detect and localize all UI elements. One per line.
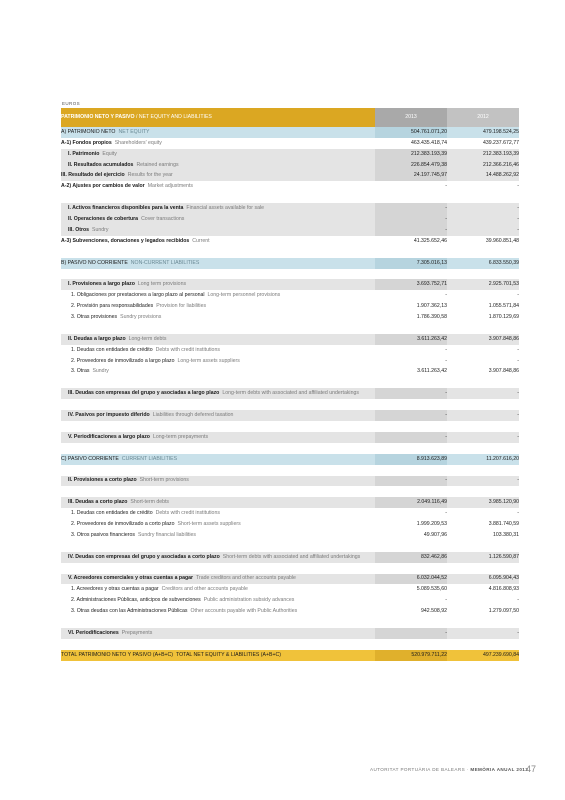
row-label-en: Sundry financial liabilities — [138, 531, 196, 538]
value-2012: 2.925.701,53 — [447, 279, 519, 290]
table-row — [61, 650, 519, 661]
row-spacer-cell — [61, 486, 519, 497]
table-row — [61, 258, 519, 269]
row-label — [61, 584, 375, 595]
row-label-es: IV. Pasivos por impuesto diferido — [68, 412, 150, 418]
row-label-es: 3. Otras — [71, 368, 90, 375]
row-spacer — [61, 563, 519, 574]
row-spacer — [61, 617, 519, 628]
row-label — [61, 225, 375, 236]
row-label-es: TOTAL PATRIMONIO NETO Y PASIVO (A+B+C) — [61, 651, 174, 658]
value-2012: 479.198.524,25 — [447, 127, 519, 138]
value-2013: 49.907,96 — [375, 530, 447, 541]
row-label-en: Other accounts payable with Public Authorities — [190, 608, 298, 615]
row-label-en: Sundry — [92, 226, 109, 233]
value-2013: - — [375, 476, 447, 487]
value-2012: 1.126.590,87 — [447, 552, 519, 563]
row-label-es: 2. Provisión para responsabilidades — [71, 303, 154, 310]
value-2012: - — [447, 181, 519, 192]
row-spacer — [61, 443, 519, 454]
row-label-es: 2. Administraciones Públicas, anticipos de subvenciones — [71, 597, 201, 604]
table-row — [61, 290, 519, 301]
row-spacer-cell — [61, 399, 519, 410]
value-2013: 1.786.390,58 — [375, 312, 447, 323]
row-label-es: 3. Otros pasivos financieros — [71, 531, 136, 538]
row-label-en: Creditors and other accounts payable — [161, 586, 248, 593]
value-2013: 3.693.752,71 — [375, 279, 447, 290]
row-label — [61, 650, 375, 661]
column-header-concept: PATRIMONIO NETO Y PASIVO / NET EQUITY AND LIABILITIES — [61, 108, 375, 127]
value-2013: - — [375, 508, 447, 519]
row-spacer-cell — [61, 247, 519, 258]
row-label-es: 1. Obligaciones por prestaciones a largo plazo al personal — [71, 292, 205, 299]
value-2012: 497.239.690,84 — [447, 650, 519, 661]
table-row — [61, 149, 519, 160]
value-2012: - — [447, 432, 519, 443]
row-label-en: Debts with credit institutions — [155, 346, 220, 353]
row-label-es: I. Patrimonio — [68, 150, 100, 157]
table-row — [61, 171, 519, 182]
table-row — [61, 334, 519, 345]
row-label-es: III. Otros — [68, 226, 90, 233]
row-spacer — [61, 399, 519, 410]
row-label — [61, 214, 375, 225]
table-row — [61, 595, 519, 606]
row-label-en: Sundry — [92, 368, 109, 375]
row-label — [61, 606, 375, 617]
value-2013: 41.325.652,46 — [375, 236, 447, 247]
value-2012: 3.907.848,86 — [447, 334, 519, 345]
row-spacer-cell — [61, 617, 519, 628]
row-label — [61, 301, 375, 312]
value-2013: - — [375, 356, 447, 367]
row-label — [61, 127, 375, 138]
table-row — [61, 236, 519, 247]
row-label-es: 2. Proveedores de inmovilizado a largo plazo — [71, 357, 175, 364]
value-2012: 3.881.740,59 — [447, 519, 519, 530]
value-2013: - — [375, 290, 447, 301]
row-label — [61, 552, 375, 563]
value-2012: 14.488.262,92 — [447, 171, 519, 182]
row-label-en: Long-term debts with associated and affiliated undertakings — [222, 390, 359, 397]
row-spacer-cell — [61, 269, 519, 280]
table-row — [61, 367, 519, 378]
row-label — [61, 497, 375, 508]
row-label — [61, 279, 375, 290]
row-label-en: Provision for liabilities — [156, 303, 207, 310]
table-row — [61, 508, 519, 519]
column-header-2012: 2012 — [447, 108, 519, 127]
value-2012: 3.907.848,86 — [447, 367, 519, 378]
value-2012: 439.237.672,77 — [447, 138, 519, 149]
value-2013: 3.611.263,42 — [375, 334, 447, 345]
value-2012: 1.055.571,84 — [447, 301, 519, 312]
table-row — [61, 454, 519, 465]
value-2013: 504.761.071,20 — [375, 127, 447, 138]
row-label-en: Short-term debts with associated and affiliated undertakings — [222, 553, 361, 560]
row-label — [61, 171, 375, 182]
table-row — [61, 519, 519, 530]
row-label-es: 1. Deudas con entidades de crédito — [71, 346, 153, 353]
row-spacer-cell — [61, 541, 519, 552]
row-label-en: Retained earnings — [136, 161, 179, 168]
row-label-en: Trade creditors and other accounts payable — [196, 575, 296, 582]
value-2012: 11.207.616,20 — [447, 454, 519, 465]
row-label — [61, 530, 375, 541]
table-row — [61, 301, 519, 312]
value-2012: - — [447, 476, 519, 487]
table-row — [61, 181, 519, 192]
value-2012: 39.960.851,48 — [447, 236, 519, 247]
row-spacer — [61, 541, 519, 552]
row-label-es: 1. Acreedores y otras cuentas a pagar — [71, 586, 159, 593]
row-label — [61, 410, 375, 421]
row-label — [61, 432, 375, 443]
table-row — [61, 476, 519, 487]
value-2012: - — [447, 214, 519, 225]
row-label-en: Equity — [102, 150, 117, 157]
row-label-en: Long-term debts — [128, 335, 167, 342]
table-row — [61, 127, 519, 138]
row-label — [61, 367, 375, 378]
row-label-en: Shareholders' equity — [114, 139, 162, 146]
row-label-es: C) PASIVO CORRIENTE — [61, 455, 119, 462]
value-2013: 5.089.535,60 — [375, 584, 447, 595]
value-2013: 463.435.418,74 — [375, 138, 447, 149]
table-row — [61, 584, 519, 595]
value-2012: - — [447, 345, 519, 356]
row-spacer — [61, 486, 519, 497]
row-label-es: 1. Deudas con entidades de crédito — [71, 510, 153, 517]
value-2012: - — [447, 225, 519, 236]
value-2013: - — [375, 345, 447, 356]
row-label-en: Public administration subsidy advances — [203, 597, 295, 604]
row-label — [61, 149, 375, 160]
value-2013: - — [375, 225, 447, 236]
value-2013: - — [375, 214, 447, 225]
table-row — [61, 410, 519, 421]
value-2012: - — [447, 410, 519, 421]
page-number: 47 — [526, 764, 537, 774]
unit-label: EUROS — [62, 101, 81, 106]
row-label — [61, 454, 375, 465]
row-label-en: Long-term prepayments — [152, 433, 209, 440]
table-row — [61, 574, 519, 585]
row-label — [61, 519, 375, 530]
row-label-es: 3. Otras provisiones — [71, 313, 118, 320]
value-2012: 3.985.120,90 — [447, 497, 519, 508]
row-label — [61, 574, 375, 585]
value-2012: 212.383.193,39 — [447, 149, 519, 160]
row-label-en: Long term provisions — [137, 281, 187, 288]
row-label — [61, 312, 375, 323]
table-row — [61, 160, 519, 171]
row-label-es: IV. Deudas con empresas del grupo y asociadas a corto plazo — [68, 553, 220, 560]
row-label — [61, 160, 375, 171]
row-label — [61, 388, 375, 399]
table-row — [61, 138, 519, 149]
value-2013: 520.979.711,22 — [375, 650, 447, 661]
row-spacer — [61, 247, 519, 258]
value-2013: 226.854.479,38 — [375, 160, 447, 171]
value-2013: - — [375, 595, 447, 606]
table-row — [61, 225, 519, 236]
value-2012: - — [447, 388, 519, 399]
value-2013: 942.508,92 — [375, 606, 447, 617]
table-row — [61, 203, 519, 214]
value-2013: 24.197.745,97 — [375, 171, 447, 182]
row-label-en: Results for the year — [127, 172, 173, 179]
row-spacer — [61, 465, 519, 476]
row-label-en: Long-term assets suppliers — [177, 357, 240, 364]
row-label — [61, 595, 375, 606]
row-label-en: Short-term assets suppliers — [177, 520, 241, 527]
row-spacer — [61, 377, 519, 388]
row-label-es: V. Periodificaciones a largo plazo — [68, 433, 150, 440]
row-label-en: CURRENT LIABILITIES — [121, 455, 178, 462]
balance-sheet-table — [61, 108, 519, 661]
table-row — [61, 214, 519, 225]
value-2012: - — [447, 628, 519, 639]
table-header-row — [61, 108, 519, 127]
row-label-en: TOTAL NET EQUITY & LIABILITIES (A+B+C) — [176, 651, 281, 658]
value-2013: 212.383.193,39 — [375, 149, 447, 160]
table-row — [61, 530, 519, 541]
row-label-es: 3. Otras deudas con las Administraciones Públicas — [71, 608, 188, 615]
column-header-2013: 2013 — [375, 108, 447, 127]
value-2013: 832.462,86 — [375, 552, 447, 563]
row-label-en: Debts with credit institutions — [155, 510, 220, 517]
value-2012: - — [447, 290, 519, 301]
row-label-es: II. Resultados acumulados — [68, 161, 134, 168]
row-label — [61, 345, 375, 356]
row-label — [61, 236, 375, 247]
row-label-en: Sundry provisions — [120, 313, 162, 320]
row-label-en: Cover transactions — [141, 215, 185, 222]
row-label — [61, 181, 375, 192]
row-spacer — [61, 269, 519, 280]
value-2013: 6.032.044,52 — [375, 574, 447, 585]
value-2012: 6.833.550,39 — [447, 258, 519, 269]
row-label-es: B) PASIVO NO CORRIENTE — [61, 259, 128, 266]
row-label — [61, 476, 375, 487]
table-row — [61, 432, 519, 443]
row-label-en: Prepayments — [121, 629, 153, 636]
value-2013: - — [375, 388, 447, 399]
row-label-es: III. Deudas con empresas del grupo y asociadas a largo plazo — [68, 390, 220, 397]
value-2013: - — [375, 628, 447, 639]
row-spacer-cell — [61, 421, 519, 432]
table-row — [61, 497, 519, 508]
table-row — [61, 356, 519, 367]
row-label-en: NET EQUITY — [118, 128, 150, 135]
row-spacer-cell — [61, 443, 519, 454]
page-footer: AUTORITAT PORTUÀRIA DE BALEARS · MEMÒRIA ANUAL 2013 — [370, 767, 529, 772]
row-label — [61, 203, 375, 214]
row-label-es: II. Provisiones a corto plazo — [68, 477, 137, 484]
row-label-es: III. Deudas a corto plazo — [68, 499, 128, 506]
row-label-es: A) PATRIMONIO NETO — [61, 128, 116, 135]
row-label-es: II. Operaciones de cobertura — [68, 215, 139, 222]
value-2012: 212.366.216,46 — [447, 160, 519, 171]
value-2013: - — [375, 410, 447, 421]
row-label-es: VI. Periodificaciones — [68, 629, 119, 636]
value-2012: 103.380,31 — [447, 530, 519, 541]
row-spacer — [61, 323, 519, 334]
row-label — [61, 508, 375, 519]
row-label-es: V. Acreedores comerciales y otras cuentas a pagar — [68, 575, 194, 582]
row-label-es: A-2) Ajustes por cambios de valor — [61, 183, 145, 190]
row-label-es: A-1) Fondos propios — [61, 139, 112, 146]
value-2012: - — [447, 595, 519, 606]
table-row — [61, 552, 519, 563]
row-spacer-cell — [61, 465, 519, 476]
value-2012: - — [447, 508, 519, 519]
row-label-es: I. Provisiones a largo plazo — [68, 281, 135, 288]
row-spacer-cell — [61, 377, 519, 388]
row-spacer-cell — [61, 192, 519, 203]
row-label-en: Long-term personnel provisions — [207, 292, 281, 299]
row-spacer-cell — [61, 323, 519, 334]
value-2013: 7.305.016,13 — [375, 258, 447, 269]
row-spacer-cell — [61, 563, 519, 574]
row-spacer-cell — [61, 639, 519, 650]
value-2013: 2.049.116,49 — [375, 497, 447, 508]
table-row — [61, 312, 519, 323]
row-spacer — [61, 639, 519, 650]
row-label-en: Liabilities through deferred taxation — [152, 412, 234, 418]
row-label — [61, 334, 375, 345]
value-2012: 1.279.097,50 — [447, 606, 519, 617]
row-label-en: Short-term debts — [130, 499, 170, 506]
row-label-en: Current — [192, 237, 210, 244]
row-label — [61, 138, 375, 149]
row-label — [61, 628, 375, 639]
value-2012: 1.870.129,69 — [447, 312, 519, 323]
row-label-en: Financial assets available for sale — [186, 205, 264, 212]
value-2013: - — [375, 432, 447, 443]
value-2013: 3.611.263,42 — [375, 367, 447, 378]
table-row — [61, 388, 519, 399]
row-label-en: Short-term provisions — [139, 477, 189, 484]
row-label-es: II. Deudas a largo plazo — [68, 335, 126, 342]
row-label-en: Market adjustments — [147, 183, 193, 190]
value-2013: 8.913.623,89 — [375, 454, 447, 465]
table-row — [61, 345, 519, 356]
row-label-en: NON-CURRENT LIABILITIES — [130, 259, 200, 266]
value-2013: - — [375, 181, 447, 192]
row-spacer — [61, 421, 519, 432]
value-2013: 1.999.209,53 — [375, 519, 447, 530]
row-label — [61, 290, 375, 301]
row-label-es: I. Activos financieros disponibles para la venta — [68, 205, 184, 212]
row-label — [61, 258, 375, 269]
table-row — [61, 279, 519, 290]
row-spacer — [61, 192, 519, 203]
value-2012: - — [447, 356, 519, 367]
table-row — [61, 628, 519, 639]
table-row — [61, 606, 519, 617]
row-label — [61, 356, 375, 367]
row-label-es: III. Resultado del ejercicio — [61, 172, 125, 179]
value-2012: 4.816.808,93 — [447, 584, 519, 595]
value-2013: 1.907.362,13 — [375, 301, 447, 312]
value-2012: - — [447, 203, 519, 214]
value-2012: 6.095.904,43 — [447, 574, 519, 585]
row-label-es: A-3) Subvenciones, donaciones y legados recibidos — [61, 237, 190, 244]
value-2013: - — [375, 203, 447, 214]
row-label-es: 2. Proveedores de inmovilizado a corto plazo — [71, 520, 175, 527]
